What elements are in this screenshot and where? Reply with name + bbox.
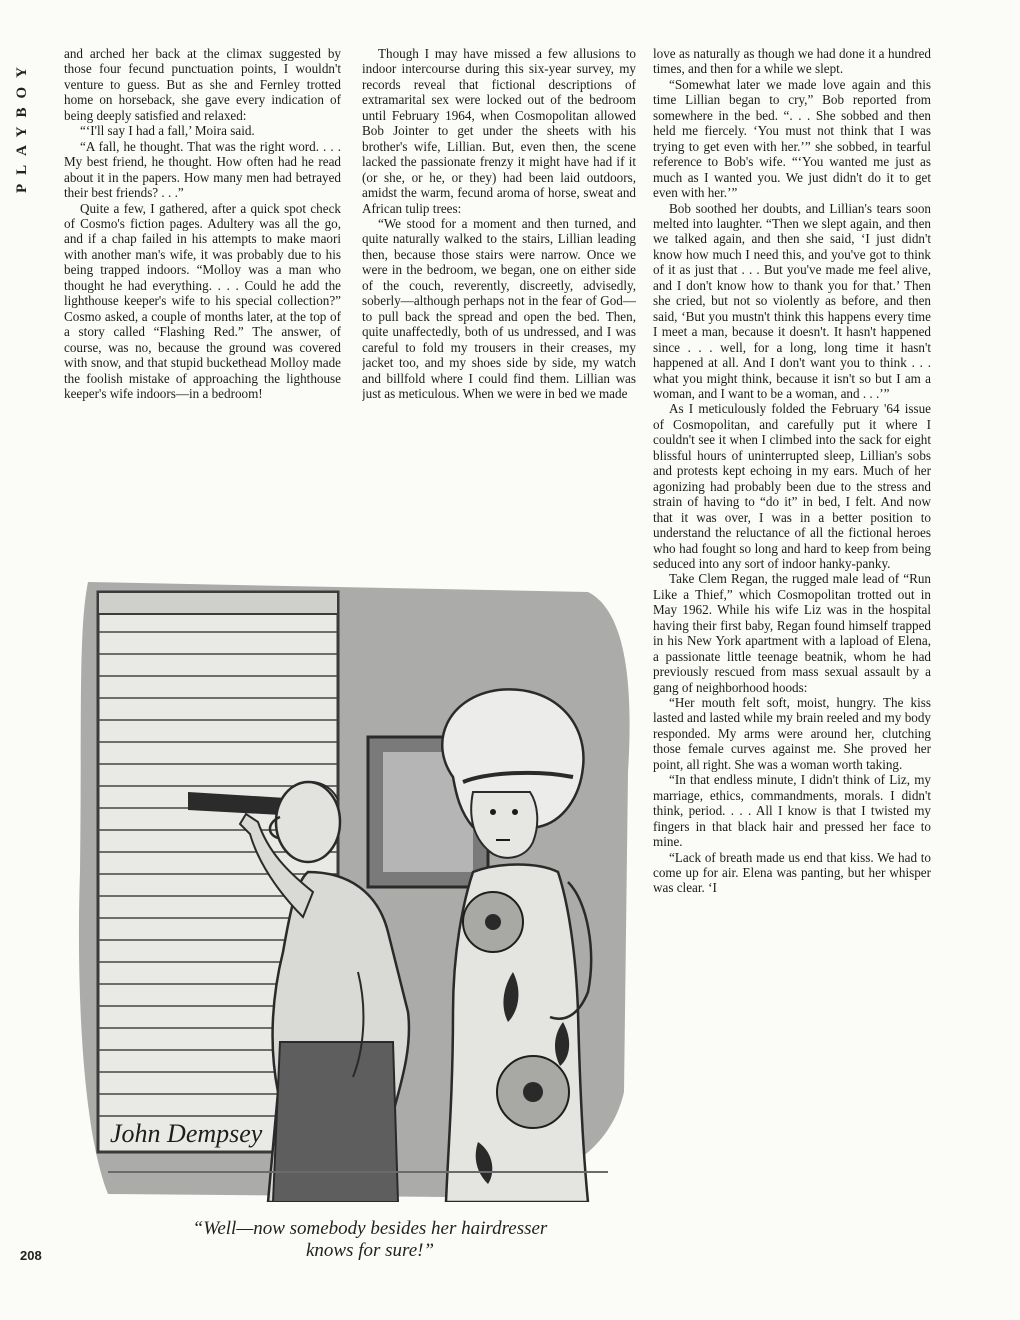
paragraph: “Lack of breath made us end that kiss. We had to come up for air. Elena was panting, but her whisper was clear. ‘I: [653, 849, 931, 896]
paragraph: and arched her back at the climax suggested by those four fecund punctuation points, I wouldn't venture to guess. But as she and Fernley trotted home on horseback, she gave every indication of being deeply satisfied and relaxed:: [64, 46, 341, 123]
text-column-1: [64, 46, 341, 546]
paragraph: “We stood for a moment and then turned, and quite naturally walked to the stairs, Lillian leading then, because those stairs were narrow. Once we were in the bedroom, we began, one on either side of the couch, reverently, discreetly, advisedly, soberly—although perhaps not in the fear of God—to pull back the spread and open the bed. Then, quite unaffectedly, both of us undressed, and I was careful to fold my trousers in their creases, my jacket too, and my shoes side by side, my watch and billfold where I could find them. Lillian was just as meticulous. When we were in bed we made: [362, 215, 636, 401]
artist-signature: John Dempsey: [110, 1119, 263, 1148]
paragraph: “‘I'll say I had a fall,’ Moira said.: [80, 123, 255, 139]
masthead-text: PLAYBOY: [14, 58, 30, 194]
paragraph: “In that endless minute, I didn't think of Liz, my marriage, ethics, commandments, morals. I didn't think, period. . . . All I know is that I twisted my fingers in that black hair and pressed her face to mine.: [653, 772, 931, 850]
cartoon-caption: “Well—now somebody besides her hairdresser knows for sure!”: [192, 1218, 548, 1261]
text-column-3: [653, 46, 931, 1271]
text-column-2: [362, 46, 636, 546]
paragraph: Bob soothed her doubts, and Lillian's tears soon melted into laughter. “Then we slept again, and then we talked again, and then she said, ‘I just didn't know how much I need this, and you've got to think of it as just that . . . But you've made me feel alive, and I don't know how to thank you for that.’ Then she cried, but not so violently as before, and then said, ‘But you mustn't think this happens every time I meet a man, because it doesn't. It hasn't happened since . . . well, for a long, long time it hasn't happened at all. And I don't want you to think . . . what you might think, because it isn't so but I am a woman, and I want to be a woman, and . . .’”: [653, 200, 931, 401]
paragraph: As I meticulously folded the February '64 issue of Cosmopolitan, and carefully put it where I couldn't see it when I climbed into the sack for eight blissful hours of uninterrupted sleep, Lillian's sobs and protests kept echoing in my ears. Much of her agonizing had probably been due to the stress and strain of having to “do it” in bed, I felt. And now that it was over, I was in a better position to understand the reluctance of all the fictional heroes who had fought so long and hard to keep from being seduced into any sort of indoor hanky-panky.: [653, 401, 931, 571]
paragraph: “A fall, he thought. That was the right word. . . . My best friend, he thought. How often had he read about it in the papers. How many men had betrayed their best friends? . . .”: [64, 138, 341, 201]
paragraph: “Her mouth felt soft, moist, hungry. The kiss lasted and lasted while my brain reeled and my body responded. My arms were around her, clutching those female curves against me. She proved her point, all right. She was a woman worth taking.: [653, 695, 931, 772]
cartoon-illustration: [68, 572, 638, 1202]
paragraph: love as naturally as though we had done it a hundred times, and then for a while we slept.: [653, 46, 931, 77]
paragraph: Quite a few, I gathered, after a quick spot check of Cosmo's fiction pages. Adultery was all the go, and if a chap failed in his attempts to make maori with another man's wife, it was probably due to his being trapped indoors. “Molloy was a man who thought he had everything. . . . Could he add the lighthouse keeper's wife to his special collection?” Cosmo asked, a couple of months later, at the top of a story called “Flashing Red.” The answer, of course, was no, because the ground was covered with snow, and that stupid buckethead Molloy made the foolish mistake of approaching the lighthouse keeper's wife indoors—in a bedroom!: [64, 200, 341, 401]
paragraph: Take Clem Regan, the rugged male lead of “Run Like a Thief,” which Cosmopolitan trotted out in May 1962. While his wife Liz was in the hospital having their first baby, Regan found himself trapped in his New York apartment with a lapload of Elena, a passionate little teenage beatnik, whom he had previously rescued from mass sexual assault by a gang of neighborhood hoods:: [653, 571, 931, 695]
paragraph: “Somewhat later we made love again and this time Lillian began to cry,” Bob reported from somewhere in the bed. “. . . She sobbed and then held me fiercely. ‘You must not think that I was trying to get even with her.’” she sobbed, in tearful reference to Bob's wife. “‘You wanted me just as much as I wanted you. We just didn't do it to get even with her.’”: [653, 76, 931, 201]
page-number: 208: [20, 1248, 42, 1263]
magazine-masthead: [14, 46, 44, 206]
paragraph: Though I may have missed a few allusions to indoor intercourse during this six-year survey, my records reveal that fictional descriptions of extramarital sex were locked out of the bedroom until February 1964, when Cosmopolitan allowed Bob Jointer to get under the sheets with his brother's wife, Lillian. But, even then, the scene lacked the passionate frenzy it might have had if it (or she, or he, or they) had been laid outdoors, amidst the warm, fecund aroma of horse, sweat and African tulip trees:: [362, 46, 636, 216]
